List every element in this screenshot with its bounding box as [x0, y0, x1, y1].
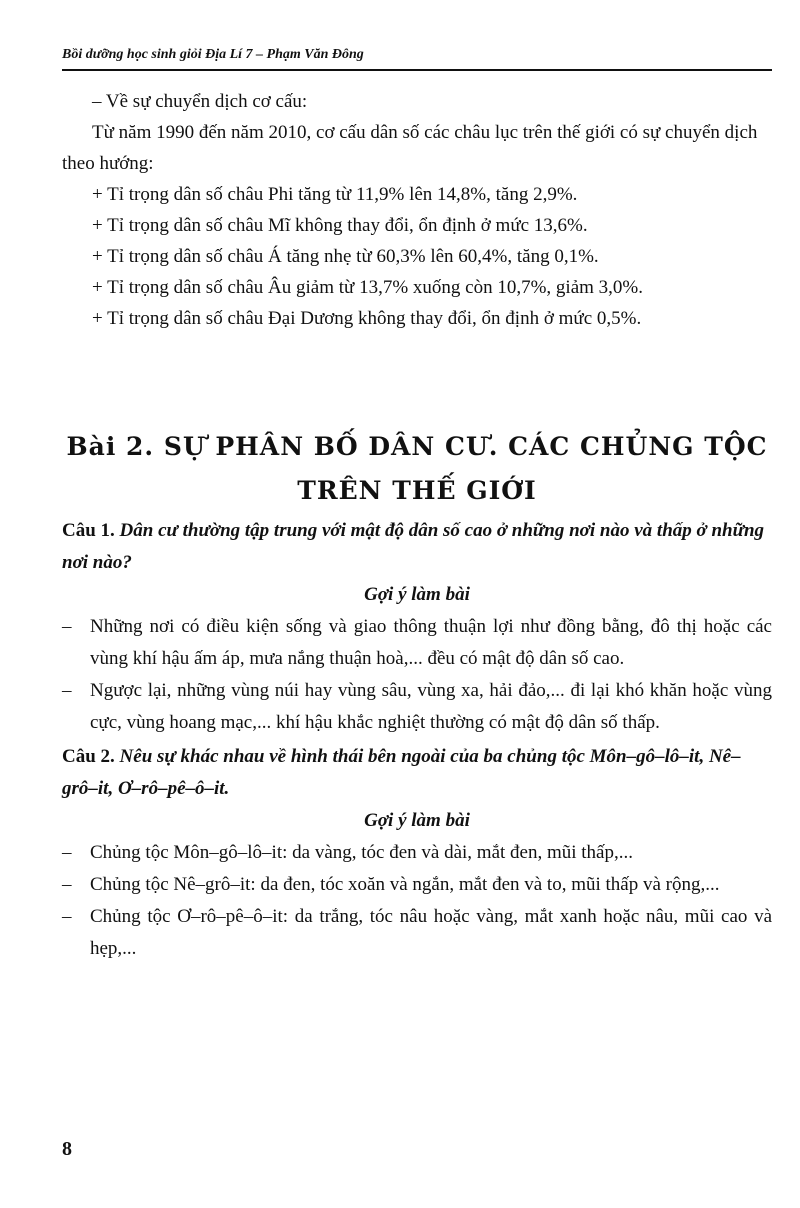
question-2: [62, 741, 772, 805]
list-item: + Tỉ trọng dân số châu Á tăng nhẹ từ 60,3% lên 60,4%, tăng 0,1%.: [92, 246, 599, 267]
answer-item: [62, 675, 772, 739]
list-item: + Tỉ trọng dân số châu Mĩ không thay đổi, ổn định ở mức 13,6%.: [92, 215, 588, 236]
lesson-title-line-2: TRÊN THẾ GIỚI: [297, 476, 537, 505]
running-header: Bồi dưỡng học sinh giỏi Địa Lí 7 – Phạm Văn Đông: [62, 47, 772, 71]
question-2-hint: Gợi ý làm bài: [364, 810, 470, 831]
answer-text: Chủng tộc Ơ–rô–pê–ô–it: da trắng, tóc nâu hoặc vàng, mắt xanh hoặc nâu, mũi cao và hẹp,...: [90, 906, 772, 959]
dash-marker: –: [62, 906, 72, 927]
list-item: + Tỉ trọng dân số châu Âu giảm từ 13,7% xuống còn 10,7%, giảm 3,0%.: [92, 277, 643, 298]
list-item: + Tỉ trọng dân số châu Đại Dương không thay đổi, ổn định ở mức 0,5%.: [92, 308, 642, 329]
list-item: + Tỉ trọng dân số châu Phi tăng từ 11,9% lên 14,8%, tăng 2,9%.: [92, 184, 578, 205]
lesson-title-line-1: Bài 2. SỰ PHÂN BỐ DÂN CƯ. CÁC CHỦNG TỘC: [66, 432, 768, 461]
answer-text: Ngược lại, những vùng núi hay vùng sâu, vùng xa, hải đảo,... đi lại khó khăn hoặc vùng cực, vùng hoang mạc,... khí hậu khắc nghiệt thường có mật độ dân số thấp.: [90, 680, 772, 733]
dash-marker: –: [62, 842, 72, 863]
answer-text: Những nơi có điều kiện sống và giao thông thuận lợi như đồng bằng, đô thị hoặc các vùng khí hậu ấm áp, mưa nắng thuận hoà,... đều có mật độ dân số cao.: [90, 616, 772, 669]
dash-marker: –: [62, 874, 72, 895]
dash-marker: –: [62, 616, 72, 637]
answer-item: [62, 869, 772, 901]
section-intro: Từ năm 1990 đến năm 2010, cơ cấu dân số các châu lục trên thế giới có sự chuyển dịch theo hướng:: [62, 122, 758, 174]
question-1-hint: Gợi ý làm bài: [364, 584, 470, 605]
answer-item: [62, 611, 772, 675]
question-2-text: Nêu sự khác nhau về hình thái bên ngoài của ba chủng tộc Môn–gô–lô–it, Nê–grô–it, Ơ–rô–pê–ô–it.: [62, 746, 741, 799]
question-1: [62, 515, 772, 579]
answer-text: Chủng tộc Nê–grô–it: da đen, tóc xoăn và ngắn, mắt đen và to, mũi thấp và rộng,...: [90, 874, 720, 895]
section-subheading: – Về sự chuyển dịch cơ cấu:: [92, 91, 308, 112]
lesson-title: [62, 425, 772, 513]
question-2-label: Câu 2.: [62, 746, 115, 767]
answer-item: [62, 901, 772, 965]
answer-text: Chủng tộc Môn–gô–lô–it: da vàng, tóc đen và dài, mắt đen, mũi thấp,...: [90, 842, 633, 863]
question-1-label: Câu 1.: [62, 520, 115, 541]
question-1-text: Dân cư thường tập trung với mật độ dân số cao ở những nơi nào và thấp ở những nơi nào?: [62, 520, 765, 573]
answer-item: [62, 837, 772, 869]
page-content: [62, 86, 772, 965]
page-number: 8: [62, 1138, 72, 1160]
dash-marker: –: [62, 680, 72, 701]
